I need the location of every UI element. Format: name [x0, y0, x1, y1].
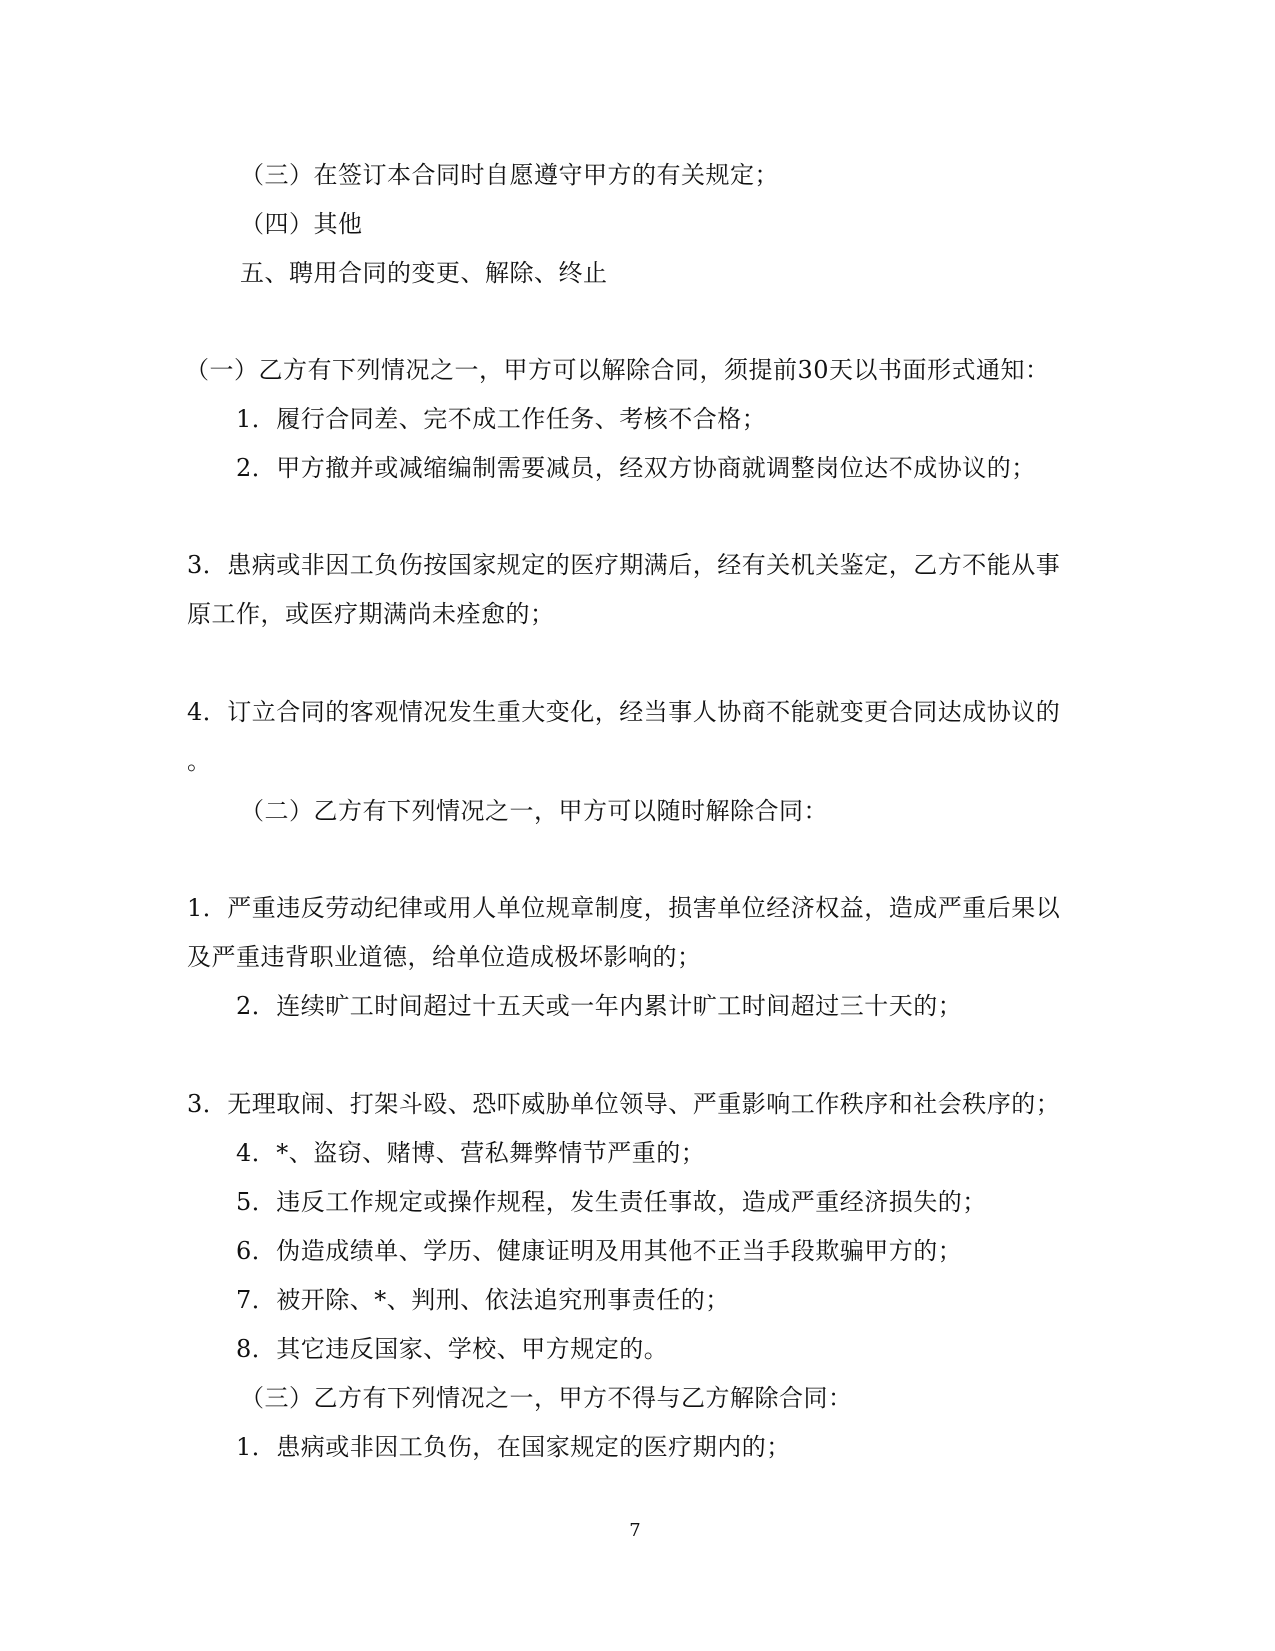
clause-line: 。 [187, 747, 212, 775]
clause-line: 1．患病或非因工负伤，在国家规定的医疗期内的； [236, 1433, 791, 1461]
clause-line: 4．订立合同的客观情况发生重大变化，经当事人协商不能就变更合同达成协议的 [187, 698, 1061, 726]
clause-line: 2．甲方撤并或减缩编制需要减员，经双方协商就调整岗位达不成协议的； [236, 454, 1036, 482]
clause-line: （三）在签订本合同时自愿遵守甲方的有关规定； [240, 161, 779, 189]
clause-line: 1．严重违反劳动纪律或用人单位规章制度，损害单位经济权益，造成严重后果以 [187, 894, 1061, 922]
clause-line: 4．*、盗窃、赌博、营私舞弊情节严重的； [236, 1139, 706, 1167]
clause-line: （三）乙方有下列情况之一，甲方不得与乙方解除合同： [240, 1384, 853, 1412]
page-number: 7 [629, 1520, 641, 1541]
clause-line: （四）其他 [240, 210, 363, 238]
clause-line: 及严重违背职业道德，给单位造成极坏影响的； [187, 943, 702, 971]
clause-line: （一）乙方有下列情况之一，甲方可以解除合同，须提前30天以书面形式通知： [185, 356, 1050, 384]
clause-line: 8．其它违反国家、学校、甲方规定的。 [236, 1335, 669, 1363]
clause-line: 3．患病或非因工负伤按国家规定的医疗期满后，经有关机关鉴定，乙方不能从事 [187, 551, 1061, 579]
clause-line: 3．无理取闹、打架斗殴、恐吓威胁单位领导、严重影响工作秩序和社会秩序的； [187, 1090, 1061, 1118]
clause-line: 6．伪造成绩单、学历、健康证明及用其他不正当手段欺骗甲方的； [236, 1237, 963, 1265]
section-heading: 五、聘用合同的变更、解除、终止 [240, 259, 608, 287]
clause-line: 原工作，或医疗期满尚未痊愈的； [187, 600, 555, 628]
clause-line: 5．违反工作规定或操作规程，发生责任事故，造成严重经济损失的； [236, 1188, 987, 1216]
clause-line: （二）乙方有下列情况之一，甲方可以随时解除合同： [240, 797, 828, 825]
clause-line: 7．被开除、*、判刑、依法追究刑事责任的； [236, 1286, 730, 1314]
clause-line: 2．连续旷工时间超过十五天或一年内累计旷工时间超过三十天的； [236, 992, 963, 1020]
clause-line: 1．履行合同差、完不成工作任务、考核不合格； [236, 405, 767, 433]
